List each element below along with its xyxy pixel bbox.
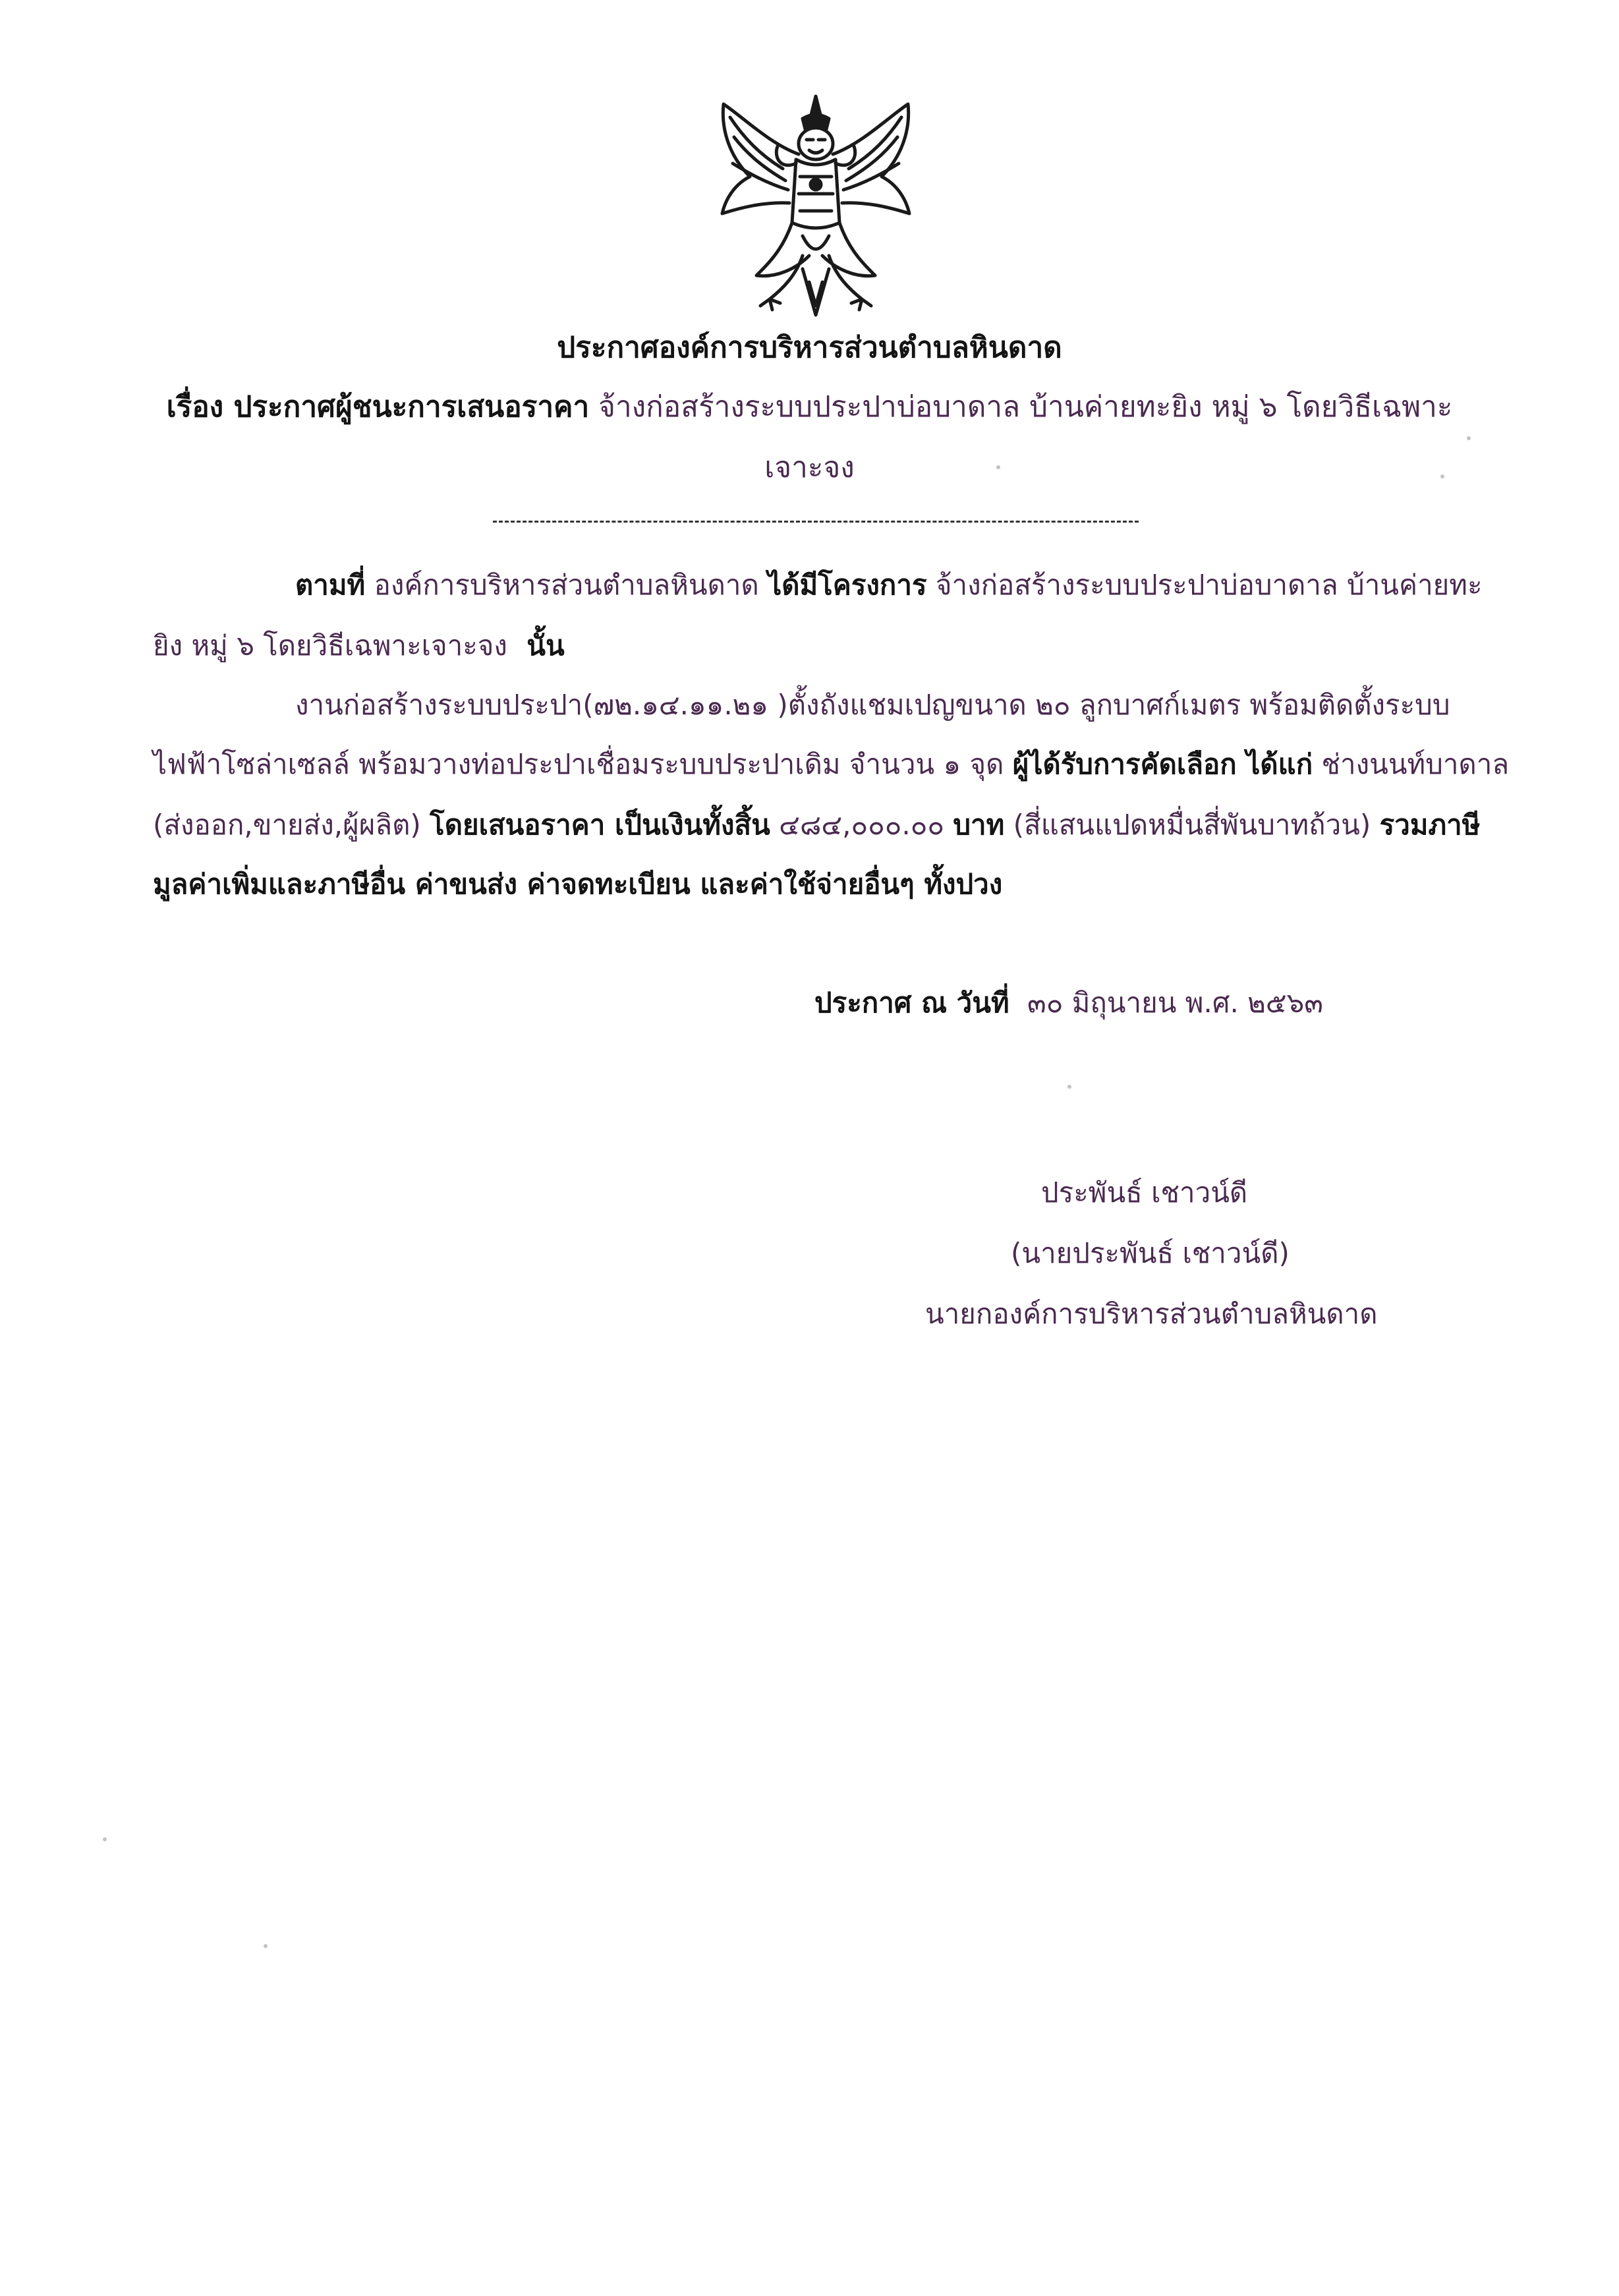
scan-speck xyxy=(1067,1085,1071,1089)
subject-line xyxy=(0,387,1619,427)
subject-text: จ้างก่อสร้างระบบประปาบ่อบาดาล บ้านค่ายทะยิง หมู่ ๖ โดยวิธีเฉพาะ xyxy=(598,390,1453,424)
paragraph-2-line-3 xyxy=(153,805,1480,845)
organization-name: องค์การบริหารส่วนตำบลหินดาด xyxy=(374,569,759,601)
scan-speck xyxy=(1440,474,1444,478)
date-value: ๓๐ มิถุนายน พ.ศ. ๒๕๖๓ xyxy=(1027,987,1324,1019)
price-amount: ๔๘๔,๐๐๐.๐๐ xyxy=(779,809,945,841)
scan-speck xyxy=(996,465,1000,469)
signatory-position: นายกองค์การบริหารส่วนตำบลหินดาด xyxy=(925,1298,1378,1330)
scan-speck xyxy=(1467,436,1471,440)
signatory-full-name: (นายประพันธ์ เชาวน์ดี) xyxy=(1011,1237,1290,1269)
signature-name: ประพันธ์ เชาวน์ดี xyxy=(1041,1176,1248,1209)
document-title: ประกาศองค์การบริหารส่วนตำบลหินดาด xyxy=(557,331,1062,364)
winner-name: ช่างนนท์บาดาล xyxy=(1321,748,1510,780)
paragraph-2-line-2 xyxy=(153,745,1509,784)
divider-line xyxy=(493,521,1139,523)
winner-label: ผู้ได้รับการคัดเลือก ได้แก่ xyxy=(1012,748,1313,780)
work-description: ไฟฟ้าโซล่าเซลล์ พร้อมวางท่อประปาเชื่อมระบบประปาเดิม จำนวน ๑ จุด xyxy=(153,748,1004,780)
subject-label: เรื่อง ประกาศผู้ชนะการเสนอราคา xyxy=(166,390,590,424)
paragraph-1-line-2 xyxy=(153,626,565,666)
price-label: โดยเสนอราคา เป็นเงินทั้งสิ้น xyxy=(430,809,770,841)
scan-speck xyxy=(264,1944,268,1948)
price-in-words: (สี่แสนแปดหมื่นสี่พันบาทถ้วน) xyxy=(1013,809,1371,841)
date-label: ประกาศ ณ วันที่ xyxy=(814,987,1009,1019)
price-currency: บาท xyxy=(953,809,1005,841)
scan-speck xyxy=(103,1837,107,1841)
garuda-emblem-icon xyxy=(704,91,928,323)
paragraph-2-line-4: มูลค่าเพิ่มและภาษีอื่น ค่าขนส่ง ค่าจดทะเบียน และค่าใช้จ่ายอื่นๆ ทั้งปวง xyxy=(153,868,1003,900)
paragraph-1-mid: ได้มีโครงการ xyxy=(768,569,927,601)
tax-label: รวมภาษี xyxy=(1379,809,1481,841)
winner-type: (ส่งออก,ขายส่ง,ผู้ผลิต) xyxy=(153,809,421,841)
paragraph-1-end: นั้น xyxy=(526,629,565,662)
announcement-date xyxy=(814,983,1323,1023)
paragraph-2-line-1: งานก่อสร้างระบบประปา(๗๒.๑๔.๑๑.๒๑ )ตั้งถังแชมเปญขนาด ๒๐ ลูกบาศก์เมตร พร้อมติดตั้งระบบ xyxy=(295,689,1450,721)
paragraph-1-lead: ตามที่ xyxy=(295,569,366,601)
paragraph-1-line-1 xyxy=(295,565,1483,605)
project-name: จ้างก่อสร้างระบบประปาบ่อบาดาล บ้านค่ายทะ xyxy=(935,569,1483,601)
subject-text-continued: เจาะจง xyxy=(764,451,855,484)
project-name-continued: ยิง หมู่ ๖ โดยวิธีเฉพาะเจาะจง xyxy=(153,629,507,662)
